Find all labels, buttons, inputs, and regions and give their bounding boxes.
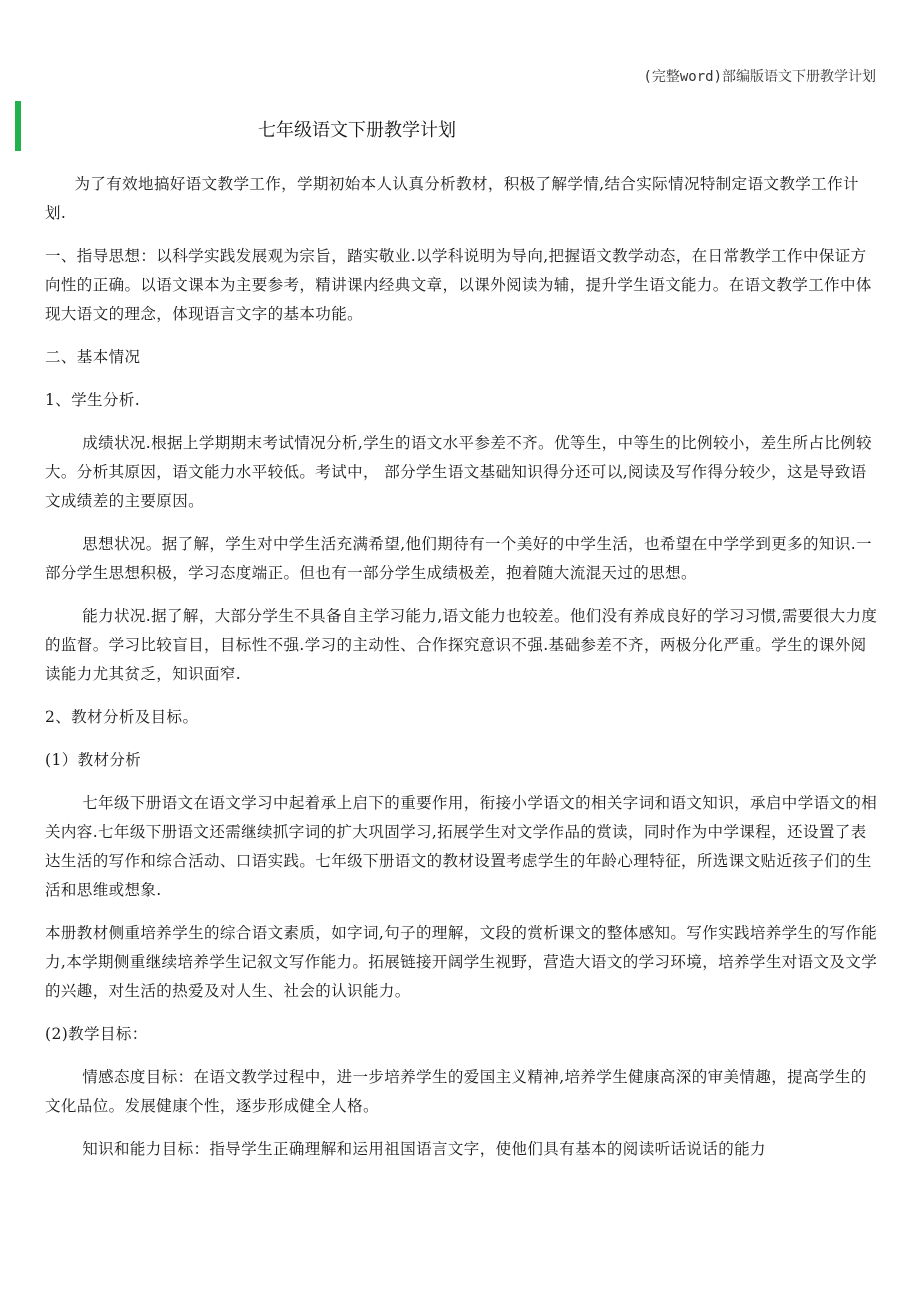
subheading-goals: (2)教学目标： [45, 1025, 148, 1043]
document-title: 七年级语文下册教学计划 [258, 120, 456, 141]
intro-paragraph: 为了有效地搞好语文教学工作，学期初始本人认真分析教材，积极了解学情,结合实际情况特制定语文教学工作计划. [45, 175, 859, 222]
accent-bar [15, 101, 21, 151]
guiding-ideology-paragraph: 一、指导思想：以科学实践发展观为宗旨，踏实敬业.以学科说明为导向,把握语文教学动态，在日常教学工作中保证方向性的正确。以语文课本为主要参考，精讲课内经典文章，以课外阅读为辅，提升学生语文能力。在语文教学工作中体现大语文的理念，体现语言文字的基本功能。 [45, 247, 872, 323]
emotion-goal-paragraph: 情感态度目标：在语文教学过程中，进一步培养学生的爱国主义精神,培养学生健康高深的审美情趣，提高学生的文化品位。发展健康个性，逐步形成健全人格。 [45, 1068, 867, 1115]
header-note: (完整word)部编版语文下册教学计划 [643, 69, 876, 85]
ability-paragraph: 能力状况.据了解，大部分学生不具备自主学习能力,语文能力也较差。他们没有养成良好的学习习惯,需要很大力度的监督。学习比较盲目，目标性不强.学习的主动性、合作探究意识不强.基础参差不齐，两极分化严重。学生的课外阅读能力尤其贫乏，知识面窄. [45, 607, 878, 683]
section-heading-basic: 二、基本情况 [45, 348, 141, 366]
knowledge-goal-paragraph: 知识和能力目标：指导学生正确理解和运用祖国语言文字，使他们具有基本的阅读听话说话的能力 [82, 1140, 766, 1158]
textbook-paragraph: 七年级下册语文在语文学习中起着承上启下的重要作用，衔接小学语文的相关字词和语文知识，承启中学语文的相关内容.七年级下册语文还需继续抓字词的扩大巩固学习,拓展学生对文学作品的赏读，同时作为中学课程，还设置了表达生活的写作和综合活动、口语实践。七年级下册语文的教材设置考虑学生的年龄心理特征，所选课文贴近孩子们的生活和思维或想象. [45, 794, 878, 899]
grades-paragraph: 成绩状况.根据上学期期末考试情况分析,学生的语文水平参差不齐。优等生，中等生的比例较小，差生所占比例较大。分析其原因，语文能力水平较低。考试中， 部分学生语文基础知识得分还可以,阅读及写作得分较少，这是导致语文成绩差的主要原因。 [45, 434, 872, 510]
subheading-student-analysis: 1、学生分析. [45, 391, 141, 409]
subheading-textbook-analysis: (1）教材分析 [45, 751, 142, 769]
thought-paragraph: 思想状况。据了解，学生对中学生活充满希望,他们期待有一个美好的中学生活，也希望在中学学到更多的知识.一部分学生思想积极，学习态度端正。但也有一部分学生成绩极差，抱着随大流混天过的思想。 [45, 535, 872, 582]
subheading-textbook: 2、教材分析及目标。 [45, 708, 199, 726]
document-body [45, 170, 880, 1178]
focus-paragraph: 本册教材侧重培养学生的综合语文素质，如字词,句子的理解，文段的赏析课文的整体感知。写作实践培养学生的写作能力,本学期侧重继续培养学生记叙文写作能力。拓展链接开阔学生视野，营造大语文的学习环境，培养学生对语文及文学的兴趣，对生活的热爱及对人生、社会的认识能力。 [45, 924, 878, 1000]
